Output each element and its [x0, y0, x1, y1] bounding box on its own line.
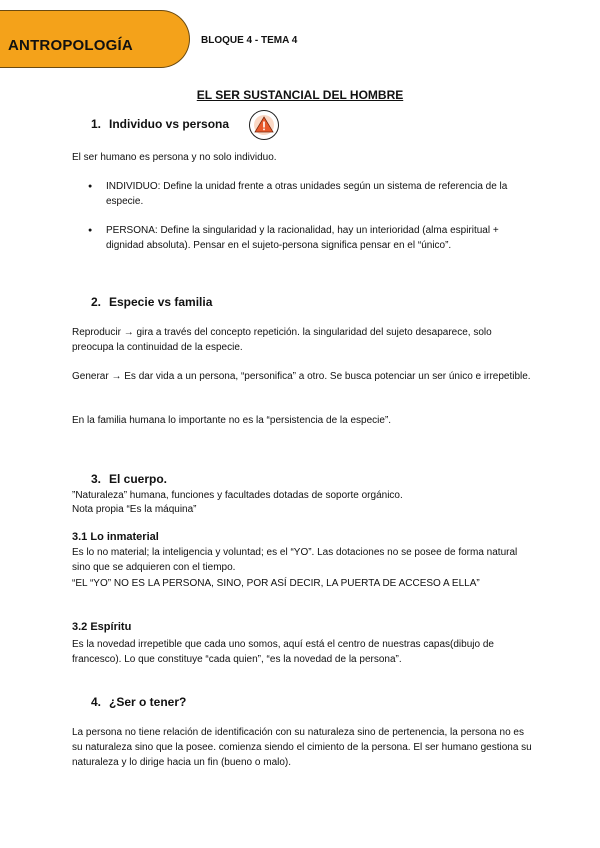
section-2-paragraph-1: Reproducir → gira a través del concepto repetición. la singularidad del sujeto desaparece, solo preocupa la continuidad de la especie.	[72, 327, 492, 353]
section-3-heading	[91, 472, 167, 486]
section-2-number: 2.	[91, 295, 102, 309]
section-2-paragraph-3: En la familia humana lo importante no es la “persistencia de la especie”.	[72, 415, 392, 426]
section-4-text: La persona no tiene relación de identificación con su naturaleza sino de pertenencia, la persona no es su naturaleza sino que la posee. comienza siendo el cimiento de la persona. El ser humano gestiona su naturaleza y lo dirige hacia un fin (bueno o malo).	[72, 727, 532, 768]
section-4-number: 4.	[91, 695, 102, 709]
section-1-bullets	[88, 179, 528, 267]
subject-tab	[0, 10, 190, 68]
subsection-3-2-text: Es la novedad irrepetible que cada uno somos, aquí está el centro de nuestras capas(dibujo de francesco). Lo que constituye “cada quien”, “es la novedad de la persona”.	[72, 639, 494, 665]
section-3-line-1: ”Naturaleza” humana, funciones y facultades dotadas de soporte orgánico.	[72, 490, 403, 501]
section-3-title: El cuerpo.	[109, 472, 168, 486]
section-1-intro: El ser humano es persona y no solo individuo.	[72, 152, 277, 163]
warning-icon	[249, 110, 279, 140]
section-3-number: 3.	[91, 472, 102, 486]
section-3-line-2: Nota propia “Es la máquina”	[72, 504, 197, 515]
block-label: BLOQUE 4 - TEMA 4	[201, 35, 298, 46]
subject-title: ANTROPOLOGÍA	[8, 37, 133, 54]
subsection-3-1-quote: “EL “YO” NO ES LA PERSONA, SINO, POR ASÍ DECIR, LA PUERTA DE ACCESO A ELLA”	[72, 578, 480, 589]
bullet-individuo: ● INDIVIDUO: Define la unidad frente a otras unidades según un sistema de referencia de la especie.	[88, 179, 528, 209]
section-1-heading	[91, 117, 229, 131]
subsection-3-2-heading: 3.2 Espíritu	[72, 621, 132, 633]
section-2-paragraph-2: Generar → Es dar vida a un persona, “personifica” a otro. Se busca potenciar un ser único e irrepetible.	[72, 371, 531, 382]
section-1-title: Individuo vs persona	[109, 117, 230, 131]
section-2-heading	[91, 295, 212, 309]
section-2-title: Especie vs familia	[109, 295, 213, 309]
bullet-persona: ● PERSONA: Define la singularidad y la racionalidad, hay un interioridad (alma espiritual + dignidad absoluta). Pensar en el sujeto-persona significa pensar en el “único”.	[88, 223, 528, 253]
section-1-number: 1.	[91, 117, 102, 131]
subsection-3-1-text: Es lo no material; la inteligencia y voluntad; es el “YO”. Las dotaciones no se posee de forma natural sino que se adquieren con el tiempo.	[72, 547, 518, 573]
section-4-heading	[91, 695, 186, 709]
document-title: EL SER SUSTANCIAL DEL HOMBRE	[196, 88, 404, 102]
section-4-title: ¿Ser o tener?	[109, 695, 187, 709]
subsection-3-1-heading: 3.1 Lo inmaterial	[72, 531, 159, 543]
